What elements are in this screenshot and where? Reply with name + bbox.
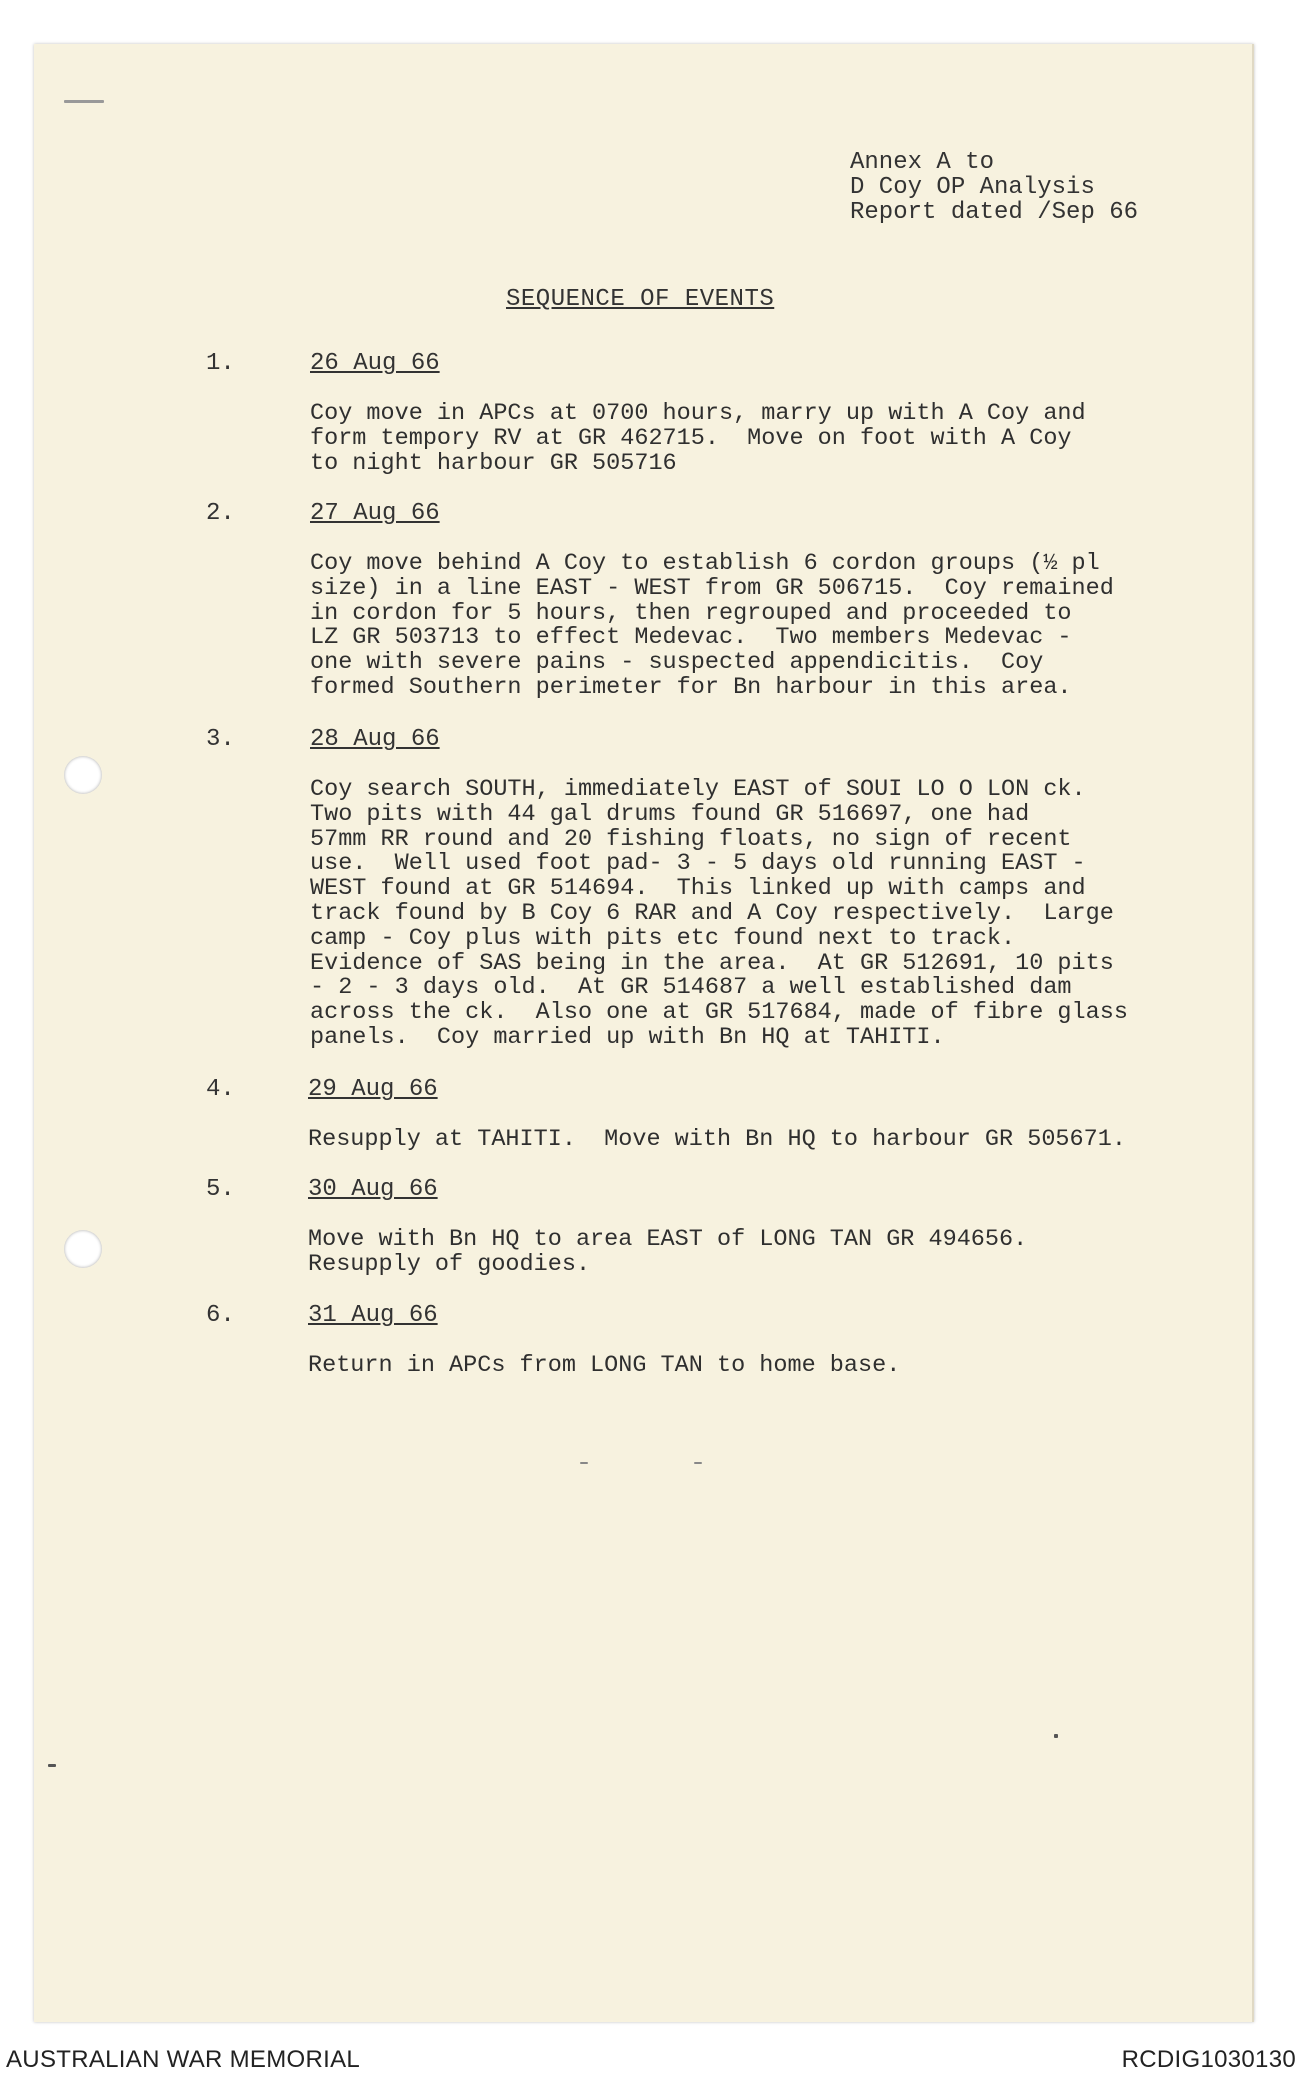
punch-hole-lower (64, 1230, 102, 1268)
item-text: Resupply at TAHITI. Move with Bn HQ to harbour GR 505671. (308, 1126, 1126, 1153)
paper-mark (1054, 1734, 1058, 1738)
item-number: 5. (206, 1176, 235, 1203)
document-heading: SEQUENCE OF EVENTS (506, 286, 775, 313)
item-text: Coy move in APCs at 0700 hours, marry up with A Coy and form tempory RV at GR 462715. Move on foot with A Coy to night harbour GR 505716 (310, 400, 1086, 477)
item-number: 2. (206, 500, 235, 527)
item-date: 26 Aug 66 (310, 350, 440, 377)
annex-line: Report dated /Sep 66 (850, 199, 1139, 226)
item-date: 31 Aug 66 (308, 1302, 438, 1329)
item-text: Coy move behind A Coy to establish 6 cordon groups (½ pl size) in a line EAST - WEST from GR 506715. Coy remained in cordon for 5 hours, then regrouped and proceeded to LZ GR 503713 to effect Medevac. Two members Medevac - one with severe pains - suspected appendicitis. Coy formed Southern perimeter for Bn harbour in this area. (310, 550, 1114, 701)
footer-institution: AUSTRALIAN WAR MEMORIAL (6, 2046, 361, 2073)
item-date: 30 Aug 66 (308, 1176, 438, 1203)
paper-mark (694, 1462, 702, 1464)
paper-mark (48, 1764, 56, 1767)
item-text: Coy search SOUTH, immediately EAST of SOUI LO O LON ck. Two pits with 44 gal drums found GR 516697, one had 57mm RR round and 20 fishing floats, no sign of recent use. Well used foot pad- 3 - 5 days old running EAST - WEST found at GR 514694. This linked up with camps and track found by B Coy 6 RAR and A Coy respectively. Large camp - Coy plus with pits etc found next to track. Evidence of SAS being in the area. At GR 512691, 10 pits - 2 - 3 days old. At GR 514687 a well established dam across the ck. Also one at GR 517684, made of fibre glass panels. Coy married up with Bn HQ at TAHITI. (310, 776, 1128, 1051)
punch-hole-upper (64, 756, 102, 794)
paper-mark (580, 1462, 588, 1464)
paper-mark (64, 100, 104, 103)
item-number: 4. (206, 1076, 235, 1103)
item-number: 3. (206, 726, 235, 753)
item-text: Return in APCs from LONG TAN to home base. (308, 1352, 901, 1379)
item-number: 1. (206, 350, 235, 377)
item-number: 6. (206, 1302, 235, 1329)
annex-line: D Coy OP Analysis (850, 174, 1095, 201)
item-date: 28 Aug 66 (310, 726, 440, 753)
item-date: 27 Aug 66 (310, 500, 440, 527)
annex-reference (850, 150, 1138, 225)
footer-catalog-id: RCDIG1030130 (1121, 2046, 1296, 2073)
item-date: 29 Aug 66 (308, 1076, 438, 1103)
annex-line: Annex A to (850, 149, 995, 176)
item-text: Move with Bn HQ to area EAST of LONG TAN GR 494656. Resupply of goodies. (308, 1226, 1028, 1278)
